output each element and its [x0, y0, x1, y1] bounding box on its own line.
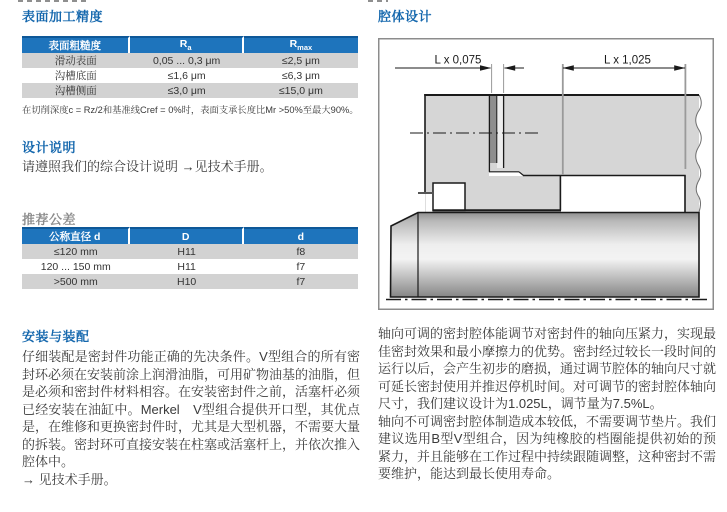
table-cell: 滑动表面 — [22, 53, 130, 68]
table-cell: H11 — [130, 259, 244, 274]
seal-cavity — [561, 176, 685, 212]
column-header: $R_{max}$ — [244, 36, 358, 53]
table-cell: ≤6,3 μm — [244, 68, 358, 83]
table-cell: ≤15,0 μm — [244, 83, 358, 98]
left-step — [426, 193, 433, 212]
piston-rod — [391, 213, 700, 298]
housing-design-heading: 腔体设计 — [378, 9, 433, 24]
table-cell: 沟槽底面 — [22, 68, 130, 83]
installation-paragraph: 仔细装配是密封件功能正确的先决条件。V型组合的所有密封环必须在安装前涂上润滑油脂，可用矿物油基的油脂，但是必须和密封件材料相容。在安装密封件之前，活塞杆必须已经安装在油缸中。Merkel V型组合提供开口型，其优点是，在维修和更换密封件时，尤其是大型机器，不需要大量的拆装。密封环可直接安装在柱塞或活塞杆上，并依次推入腔体中。 — [22, 349, 361, 469]
surface-roughness-table — [22, 36, 358, 98]
table-header-row — [22, 36, 358, 53]
installation-body — [22, 348, 360, 488]
table-cell: H10 — [130, 274, 244, 289]
clipped-text-artifact — [368, 0, 388, 2]
table-cell: ≤2,5 μm — [244, 53, 358, 68]
table-cell: 0,05 ... 0,3 μm — [130, 53, 244, 68]
table-row — [22, 274, 358, 289]
table-row — [22, 259, 358, 274]
table-cell: f8 — [244, 244, 358, 259]
housing-design-body — [378, 325, 716, 483]
groove-notch — [433, 183, 465, 211]
table-cell: 沟槽侧面 — [22, 83, 130, 98]
table-cell: 120 ... 150 mm — [22, 259, 130, 274]
table-cell: f7 — [244, 274, 358, 289]
gap-spacer-dark — [490, 95, 497, 163]
housing-cross-section-diagram — [378, 38, 714, 310]
column-header: 表面粗糙度 — [22, 36, 130, 53]
dimension-label-large: L x 1,025 — [604, 54, 651, 67]
table-cell: f7 — [244, 259, 358, 274]
manual-reference: → 见技术手册。 — [22, 471, 117, 487]
non-adjustable-housing-paragraph: 轴向不可调密封腔体制造成本较低，不需要调节垫片。我们建议选用B型V型组合，因为纯橡胶的档圈能提供初始的预紧力，并且能够在工作过程中持续跟随调整，这种密封不需要维护，能达到最长使用寿命。 — [378, 413, 717, 481]
column-header: 公称直径 d — [22, 227, 130, 244]
table-row — [22, 244, 358, 259]
design-notes-heading: 设计说明 — [22, 140, 77, 155]
table-cell: ≤3,0 μm — [130, 83, 244, 98]
column-header: D — [130, 227, 244, 244]
table-row — [22, 53, 358, 68]
tolerance-heading: 推荐公差 — [22, 212, 77, 227]
column-header: $R_a$ — [130, 36, 244, 53]
table-row — [22, 83, 358, 98]
clipped-text-artifact — [18, 0, 90, 2]
tolerance-table — [22, 227, 358, 289]
table-cell: ≤1,6 μm — [130, 68, 244, 83]
dimension-label-small: L x 0,075 — [434, 54, 482, 67]
installation-heading: 安装与装配 — [22, 329, 90, 344]
bore-chamfer — [489, 172, 524, 176]
table-cell: H11 — [130, 244, 244, 259]
surface-finish-heading: 表面加工精度 — [22, 9, 104, 24]
column-header: d — [244, 227, 358, 244]
gap-spacer-light — [497, 95, 503, 168]
design-notes-body: 请遵照我们的综合设计说明 →见技术手册。 — [22, 159, 273, 174]
table-cell: >500 mm — [22, 274, 130, 289]
table-header-row — [22, 227, 358, 244]
adjustable-housing-paragraph: 轴向可调的密封腔体能调节对密封件的轴向压紧力，实现最佳密封效果和最小摩擦力的优势。密封经过较长一段时间的运行以后，会产生初步的磨损，通过调节腔体的轴向尺寸就可延长密封使用并推迟停机时间。对可调节的密封腔体轴向尺寸，我们建议设计为1.025L，调节量为7.5%L。 — [378, 326, 717, 411]
table-row — [22, 68, 358, 83]
table-cell: ≤120 mm — [22, 244, 130, 259]
surface-note: 在切削深度c = Rz/2和基准线Cref = 0%时，表面支承长度比Mr >50%至最大90%。 — [22, 105, 359, 115]
